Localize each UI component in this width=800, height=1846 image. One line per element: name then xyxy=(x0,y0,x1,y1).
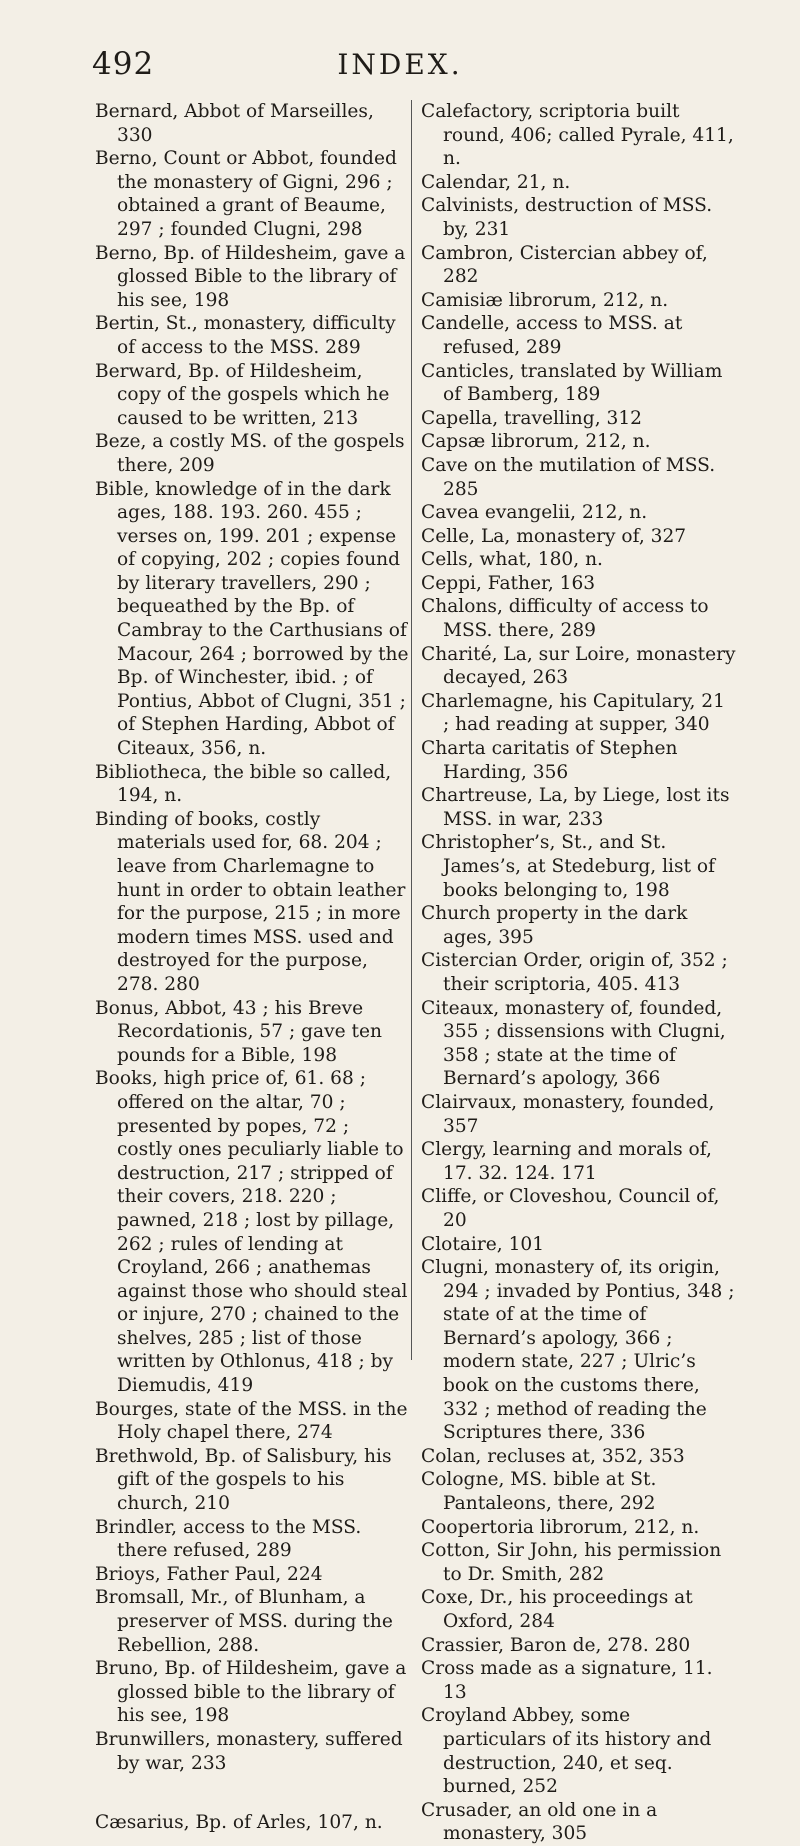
index-entry: Capella, travelling, 312 xyxy=(421,407,643,429)
index-entry: Berward, Bp. of Hildesheim, copy of the gospels which he caused to be written, 213 xyxy=(95,360,390,429)
index-entry: Cologne, MS. bible at St. Pantaleons, there, 292 xyxy=(421,1469,657,1515)
index-entry: Chartreuse, La, by Liege, lost its MSS. in war, 233 xyxy=(421,785,730,830)
index-entry: Candelle, access to MSS. at refused, 289 xyxy=(421,313,683,358)
index-entry: Binding of books, costly materials used for, 68. 204 ; leave from Charlemagne to hunt in order to obtain leather for the purpose, 215 ; in more modern times MSS. used and destroyed for the purpose, 278. 280 xyxy=(95,808,406,995)
index-entry: Cæsarius, Bp. of Arles, 107, n. xyxy=(95,1812,383,1834)
index-entry: Cambron, Cistercian abbey of, 282 xyxy=(421,242,708,288)
index-entry: Bertin, St., monastery, difficulty of access to the MSS. 289 xyxy=(95,313,396,358)
index-entry: Books, high price of, 61. 68 ; offered on the altar, 70 ; presented by popes, 72 ; costly ones peculiarly liable to destruction, 217 ; stripped of their covers, 218. 220 ; pawned, 218 ; lost by pillage, 262 ; rules of lending at Croyland, 266 ; anathemas against those who should steal or injure, 270 ; chained to the shelves, 285 ; list of those written by Othlonus, 418 ; by Diemudis, 419 xyxy=(95,1068,408,1397)
index-entry: Camisiæ librorum, 212, n. xyxy=(421,289,669,311)
index-entry: Christopher’s, St., and St. James’s, at Stedeburg, list of books belonging to, 198 xyxy=(421,832,715,901)
index-entry: Bruno, Bp. of Hildesheim, gave a glossed bible to the library of his see, 198 xyxy=(95,1658,407,1727)
index-entry: Brunwillers, monastery, suffered by war, 233 xyxy=(95,1728,403,1774)
index-entry: Berno, Bp. of Hildesheim, gave a glossed Bible to the library of his see, 198 xyxy=(95,242,406,311)
index-entry: Bibliotheca, the bible so called, 194, n. xyxy=(95,761,392,807)
index-entry: Church property in the dark ages, 395 xyxy=(421,903,688,948)
index-entry: Calvinists, destruction of MSS. by, 231 xyxy=(421,195,713,240)
left-index-column xyxy=(95,100,410,1835)
index-entry: Ceppi, Father, 163 xyxy=(421,572,596,594)
running-head: INDEX. xyxy=(337,48,463,81)
index-entry: Cotton, Sir John, his permission to Dr. Smith, 282 xyxy=(421,1540,722,1585)
right-index-column xyxy=(421,100,736,1846)
index-entry: Clergy, learning and morals of, 17. 32. 124. 171 xyxy=(421,1139,712,1184)
column-divider xyxy=(411,100,412,1360)
page-number: 492 xyxy=(92,46,155,82)
index-entry: Clotaire, 101 xyxy=(421,1233,545,1255)
index-entry: Charta caritatis of Stephen Harding, 356 xyxy=(421,738,678,783)
index-entry: Croyland Abbey, some particulars of its history and destruction, 240, et seq. burned, 252 xyxy=(421,1705,712,1798)
index-entry: Charité, La, sur Loire, monastery decayed, 263 xyxy=(421,643,736,689)
index-entry: Celle, La, monastery of, 327 xyxy=(421,525,687,547)
index-entry: Bonus, Abbot, 43 ; his Breve Recordationis, 57 ; gave ten pounds for a Bible, 198 xyxy=(95,997,382,1066)
index-entry: Cave on the mutilation of MSS. 285 xyxy=(421,454,716,500)
index-entry: Calefactory, scriptoria built round, 406; called Pyrale, 411, n. xyxy=(421,101,734,170)
page-header xyxy=(0,46,800,86)
index-entry: Cells, what, 180, n. xyxy=(421,549,603,571)
index-entry: Cavea evangelii, 212, n. xyxy=(421,502,648,524)
index-entry: Clairvaux, monastery, founded, 357 xyxy=(421,1091,715,1137)
index-entry: Berno, Count or Abbot, founded the monastery of Gigni, 296 ; obtained a grant of Beaume, 297 ; founded Clugni, 298 xyxy=(95,148,397,240)
index-entry: Beze, a costly MS. of the gospels there, 209 xyxy=(95,431,405,476)
index-entry: Brindler, access to the MSS. there refused, 289 xyxy=(95,1516,362,1562)
index-entry: Bourges, state of the MSS. in the Holy chapel there, 274 xyxy=(95,1398,408,1444)
index-entry: Brioys, Father Paul, 224 xyxy=(95,1563,323,1585)
index-entry: Canticles, translated by William of Bamberg, 189 xyxy=(421,360,723,406)
index-entry: Crassier, Baron de, 278. 280 xyxy=(421,1634,691,1656)
index-entry: Calendar, 21, n. xyxy=(421,171,571,193)
index-entry: Clugni, monastery of, its origin, 294 ; invaded by Pontius, 348 ; state of at the time of Bernard’s apology, 366 ; modern state, 227 ; Ulric’s book on the customs there, 332 ; method of reading the Scriptures there, 336 xyxy=(421,1257,735,1444)
index-entry: Coxe, Dr., his proceedings at Oxford, 284 xyxy=(421,1587,693,1632)
index-entry: Colan, recluses at, 352, 353 xyxy=(421,1445,685,1467)
index-entry: Cross made as a signature, 11. 13 xyxy=(421,1658,713,1703)
index-entry: Bernard, Abbot of Marseilles, 330 xyxy=(95,101,374,146)
index-entry: Crusader, an old one in a monastery, 305 xyxy=(421,1799,658,1845)
index-entry: Chalons, difficulty of access to MSS. there, 289 xyxy=(421,596,709,642)
index-entry: Bible, knowledge of in the dark ages, 188. 193. 260. 455 ; verses on, 199. 201 ; expense of copying, 202 ; copies found by literary travellers, 290 ; bequeathed by the Bp. of Cambray to the Carthusians of Macour, 264 ; borrowed by the Bp. of Winchester, ibid. ; of Pontius, Abbot of Clugni, 351 ; of Stephen Harding, Abbot of Citeaux, 356, n. xyxy=(95,478,409,760)
index-entry: Brethwold, Bp. of Salisbury, his gift of the gospels to his church, 210 xyxy=(95,1445,392,1515)
index-entry: Capsæ librorum, 212, n. xyxy=(421,431,651,453)
index-entry: Citeaux, monastery of, founded, 355 ; dissensions with Clugni, 358 ; state at the time of Bernard’s apology, 366 xyxy=(421,997,726,1090)
index-entry: Charlemagne, his Capitulary, 21 ; had reading at supper, 340 xyxy=(421,690,725,736)
index-entry: Coopertoria librorum, 212, n. xyxy=(421,1516,700,1538)
index-entry: Cistercian Order, origin of, 352 ; their scriptoria, 405. 413 xyxy=(421,950,728,995)
index-entry: Bromsall, Mr., of Blunham, a preserver of MSS. during the Rebellion, 288. xyxy=(95,1587,393,1656)
index-entry: Cliffe, or Cloveshou, Council of, 20 xyxy=(421,1186,720,1231)
